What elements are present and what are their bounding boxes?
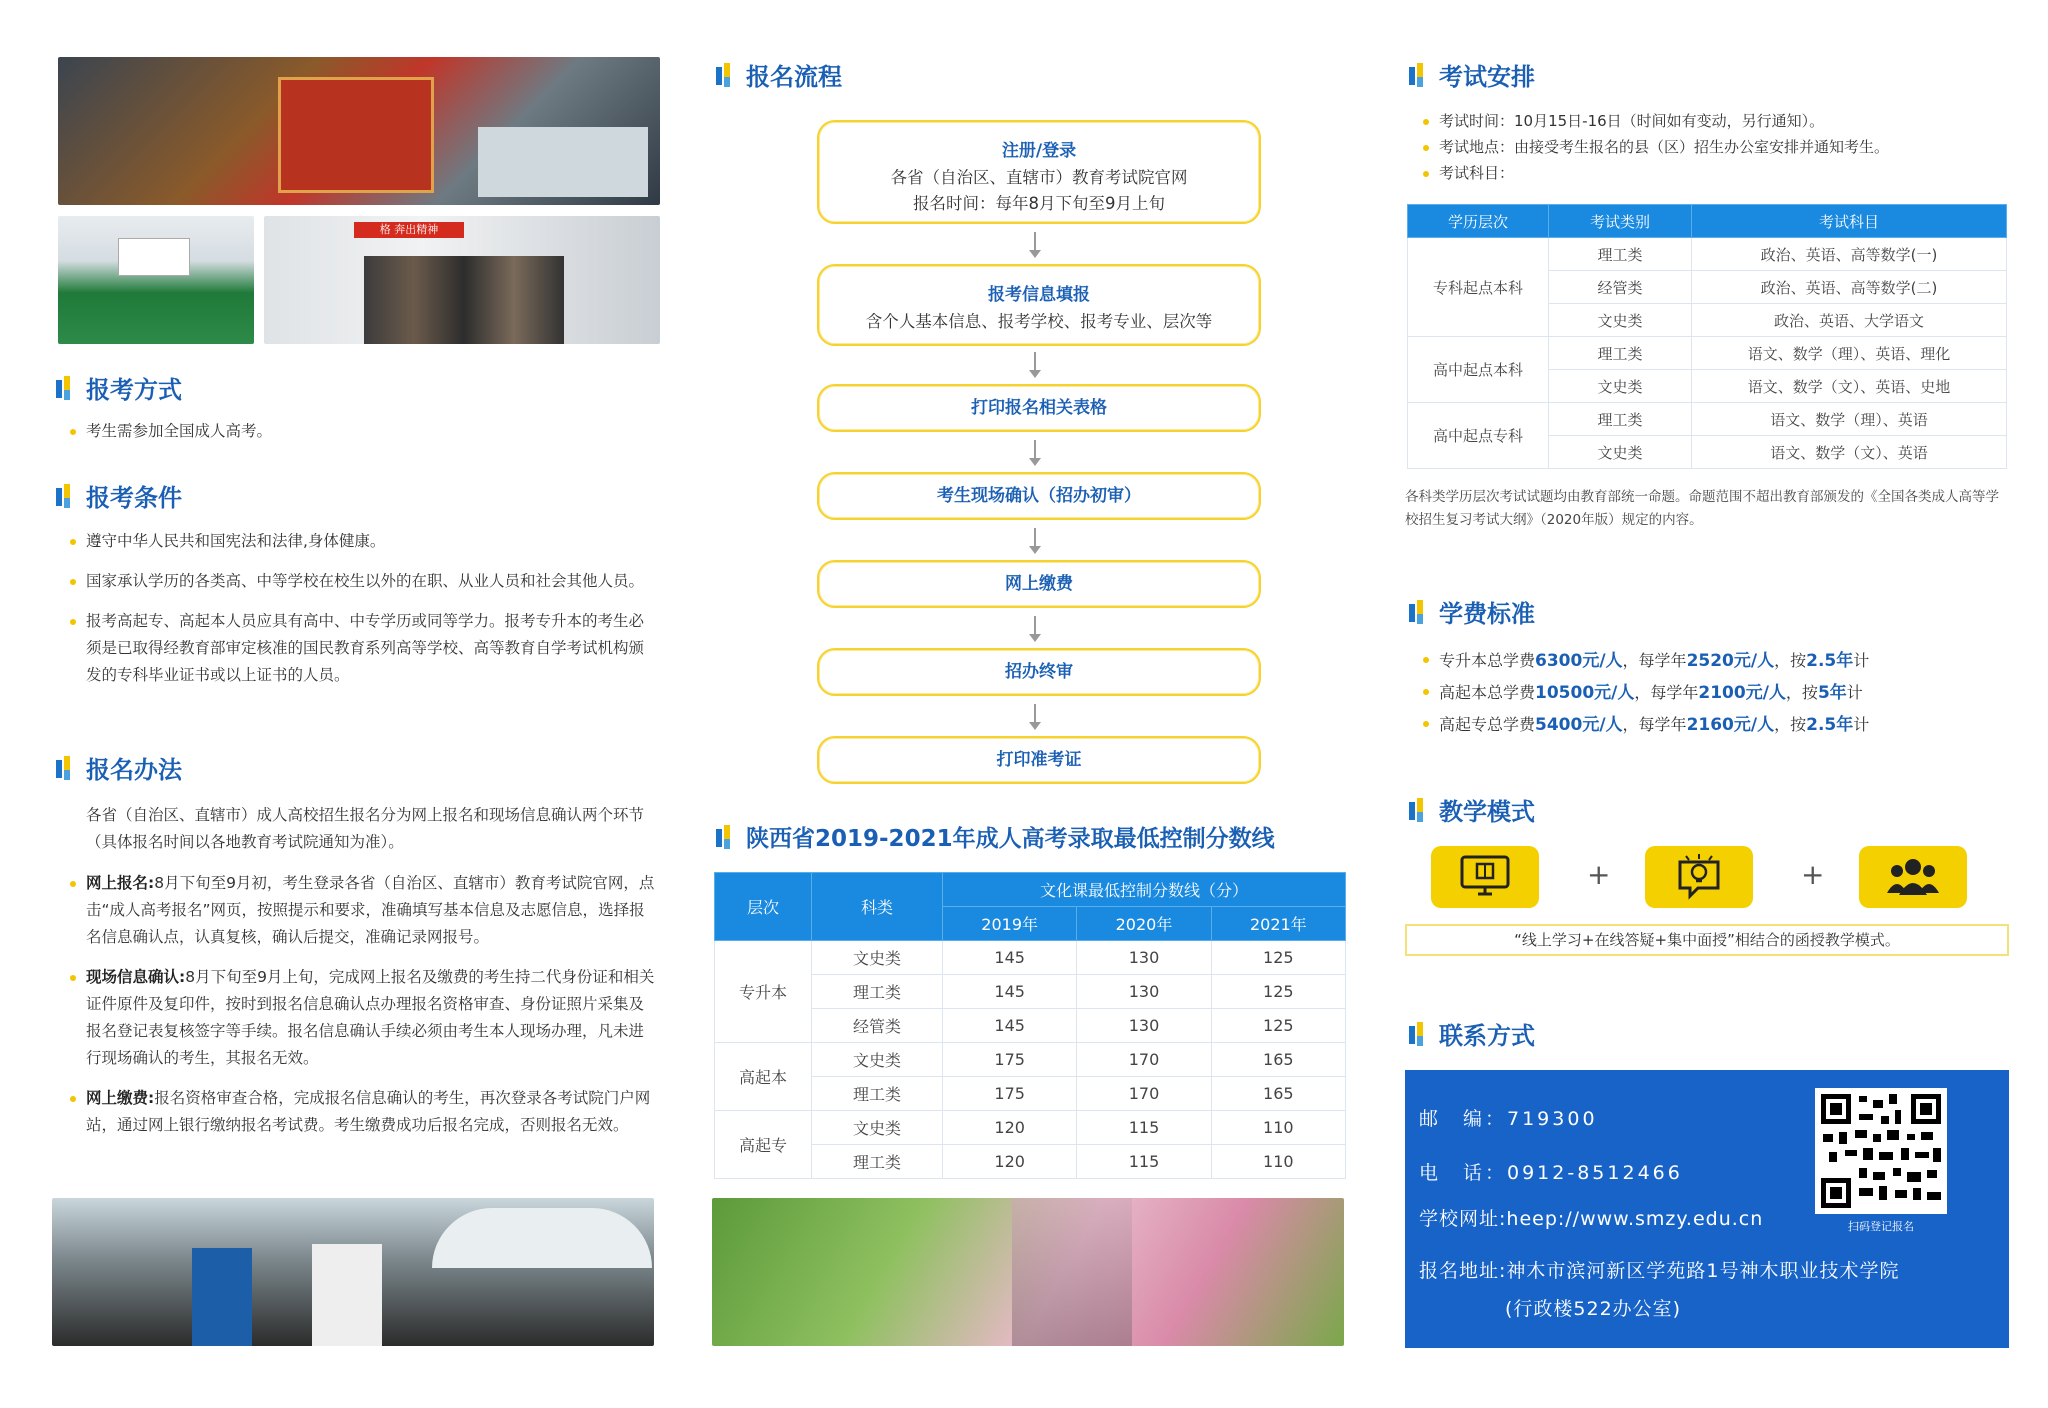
mode-caption: “线上学习+在线答疑+集中面授”相结合的函授教学模式。 (1405, 924, 2009, 956)
list-item: 考试科目： (1421, 160, 2011, 186)
method-list (68, 418, 658, 458)
list-item: 专升本总学费6300元/人，每学年2520元/人，按2.5年计 (1421, 646, 2011, 676)
table-cell: 理工类 (812, 1145, 943, 1179)
table-cell: 理工类 (1549, 337, 1692, 370)
table-cell: 经管类 (1549, 271, 1692, 304)
section-title-method: 报考方式 (56, 370, 182, 405)
table-cell: 高中起点本科 (1408, 337, 1549, 403)
address: 报名地址:神木市滨河新区学苑路1号神木职业技术学院 (1419, 1260, 1900, 1282)
flow-step-register: 注册/登录 各省（自治区、直辖市）教育考试院官网 报名时间：每年8月下旬至9月上旬 (817, 120, 1261, 224)
table-cell: 170 (1077, 1043, 1211, 1077)
table-cell: 145 (943, 941, 1077, 975)
phone: 电 话：0912-8512466 (1419, 1162, 1683, 1184)
table-cell: 175 (943, 1043, 1077, 1077)
qr-caption: 扫码登记报名 (1848, 1220, 1914, 1233)
section-marker-icon (56, 484, 78, 508)
flow-arrow (1034, 440, 1036, 464)
flow-arrow (1034, 704, 1036, 728)
table-cell: 120 (943, 1111, 1077, 1145)
flow-arrow (1034, 232, 1036, 256)
table-header: 层次 (715, 873, 812, 941)
table-cell: 130 (1077, 1009, 1211, 1043)
table-cell: 110 (1211, 1145, 1345, 1179)
table-row (1408, 238, 2007, 271)
table-cell: 文史类 (1549, 304, 1692, 337)
left-column (52, 0, 662, 1408)
table-cell: 理工类 (812, 975, 943, 1009)
table-header: 2019年 (943, 907, 1077, 941)
website-link[interactable]: 学校网址:heep://www.smzy.edu.cn (1419, 1208, 1764, 1230)
table-cell: 政治、英语、大学语文 (1692, 304, 2007, 337)
online-qa-lightbulb-icon (1645, 846, 1753, 908)
table-cell: 170 (1077, 1077, 1211, 1111)
section-marker-icon (56, 756, 78, 780)
table-header: 文化课最低控制分数线（分） (943, 873, 1346, 907)
table-cell: 文史类 (812, 941, 943, 975)
table-cell: 文史类 (1549, 436, 1692, 469)
table-row (715, 941, 1346, 975)
table-header: 学历层次 (1408, 205, 1549, 238)
qr-code[interactable] (1815, 1088, 1947, 1214)
students-photo (52, 1198, 654, 1346)
flow-step-final-review: 招办终审 (817, 648, 1261, 696)
table-row (1408, 403, 2007, 436)
table-cell: 175 (943, 1077, 1077, 1111)
table-cell: 理工类 (1549, 238, 1692, 271)
fee-list (1421, 646, 2011, 742)
table-cell: 文史类 (1549, 370, 1692, 403)
table-cell: 经管类 (812, 1009, 943, 1043)
section-marker-icon (716, 63, 738, 87)
table-cell: 高起专 (715, 1111, 812, 1179)
table-header: 2020年 (1077, 907, 1211, 941)
exam-list (1421, 108, 2011, 186)
list-item: 考生需参加全国成人高考。 (68, 418, 658, 445)
table-cell: 125 (1211, 975, 1345, 1009)
apply-intro: 各省（自治区、直辖市）成人高校招生报名分为网上报名和现场信息确认两个环节（具体报名时间以各地教育考试院通知为准）。 (86, 806, 645, 851)
postcode: 邮 编：719300 (1419, 1108, 1598, 1130)
flow-step-fill-info: 报考信息填报 含个人基本信息、报考学校、报考专业、层次等 (817, 264, 1261, 346)
table-cell: 145 (943, 975, 1077, 1009)
list-item: 考试时间：10月15日-16日（时间如有变动，另行通知）。 (1421, 108, 2011, 134)
score-table (714, 872, 1346, 1179)
online-learning-icon (1431, 846, 1539, 908)
table-cell: 125 (1211, 1009, 1345, 1043)
list-item: 现场信息确认:8月下旬至9月上旬，完成网上报名及缴费的考生持二代身份证和相关证件原件及复印件，按时到报名信息确认点办理报名资格审查、身份证照片采集及报名登记表复核签字等手续。报名信息确认手续必须由考生本人现场办理，凡未进行现场确认的考生，其报名无效。 (68, 964, 658, 1072)
table-cell: 文史类 (812, 1043, 943, 1077)
table-header: 科类 (812, 873, 943, 941)
table-header: 考试类别 (1549, 205, 1692, 238)
list-item: 高起本总学费10500元/人，每学年2100元/人，按5年计 (1421, 678, 2011, 708)
table-cell: 高中起点专科 (1408, 403, 1549, 469)
section-title-exam: 考试安排 (1409, 57, 1535, 92)
list-item: 网上报名:8月下旬至9月初，考生登录各省（自治区、直辖市）教育考试院官网，点击“成人高考报名”网页，按照提示和要求，准确填写基本信息及志愿信息，选择报名信息确认点，认真复核，确认后提交，准确记录网报号。 (68, 870, 658, 951)
conditions-list (68, 528, 658, 702)
table-row (715, 1043, 1346, 1077)
lab-machine-photo (58, 57, 660, 205)
table-cell: 语文、数学（理）、英语 (1692, 403, 2007, 436)
section-title-fee: 学费标准 (1409, 594, 1535, 629)
flow-arrow (1034, 616, 1036, 640)
inspection-photo (264, 216, 660, 344)
section-marker-icon (1409, 63, 1431, 87)
flow-step-online-payment: 网上缴费 (817, 560, 1261, 608)
table-cell: 165 (1211, 1043, 1345, 1077)
campus-blossom-photo (712, 1198, 1344, 1346)
section-title-mode: 教学模式 (1409, 792, 1535, 827)
table-header: 考试科目 (1692, 205, 2007, 238)
table-row (715, 1111, 1346, 1145)
table-cell: 语文、数学（文）、英语 (1692, 436, 2007, 469)
list-item: 网上缴费:报名资格审查合格，完成报名信息确认的考生，再次登录各考试院门户网站，通过网上银行缴纳报名考试费。考生缴费成功后报名完成，否则报名无效。 (68, 1085, 658, 1139)
plus-sign: + (1801, 858, 1825, 891)
section-marker-icon (1409, 1022, 1431, 1046)
section-title-scores: 陕西省2019-2021年成人高考录取最低控制分数线 (716, 820, 1275, 853)
section-title-conditions: 报考条件 (56, 478, 182, 513)
section-marker-icon (716, 825, 738, 849)
section-title-flow: 报名流程 (716, 57, 842, 92)
banner-sign: 格 奔出精神 (354, 222, 464, 238)
section-title-apply: 报名办法 (56, 750, 182, 785)
table-row (1408, 337, 2007, 370)
table-cell: 115 (1077, 1145, 1211, 1179)
middle-column (712, 0, 1352, 1408)
table-header: 2021年 (1211, 907, 1345, 941)
table-cell: 语文、数学（文）、英语、史地 (1692, 370, 2007, 403)
plus-sign: + (1587, 858, 1611, 891)
flow-arrow (1034, 528, 1036, 552)
section-marker-icon (56, 376, 78, 400)
table-cell: 120 (943, 1145, 1077, 1179)
table-cell: 理工类 (1549, 403, 1692, 436)
table-cell: 130 (1077, 975, 1211, 1009)
table-cell: 115 (1077, 1111, 1211, 1145)
table-cell: 110 (1211, 1111, 1345, 1145)
list-item: 遵守中华人民共和国宪法和法律,身体健康。 (68, 528, 658, 555)
table-cell: 高起本 (715, 1043, 812, 1111)
table-cell: 政治、英语、高等数学(二) (1692, 271, 2007, 304)
list-item: 高起专总学费5400元/人，每学年2160元/人，按2.5年计 (1421, 710, 2011, 740)
flow-step-print-ticket: 打印准考证 (817, 736, 1261, 784)
table-cell: 文史类 (812, 1111, 943, 1145)
list-item: 考试地点：由接受考生报名的县（区）招生办公室安排并通知考生。 (1421, 134, 2011, 160)
right-column (1405, 0, 2015, 1408)
table-cell: 理工类 (812, 1077, 943, 1111)
flow-step-print-forms: 打印报名相关表格 (817, 384, 1261, 432)
classroom-photo (58, 216, 254, 344)
section-marker-icon (1409, 600, 1431, 624)
table-cell: 165 (1211, 1077, 1345, 1111)
table-cell: 专科起点本科 (1408, 238, 1549, 337)
flow-arrow (1034, 352, 1036, 376)
table-cell: 130 (1077, 941, 1211, 975)
table-cell: 145 (943, 1009, 1077, 1043)
contact-panel (1405, 1070, 2009, 1348)
table-cell: 政治、英语、高等数学(一) (1692, 238, 2007, 271)
list-item: 报考高起专、高起本人员应具有高中、中专学历或同等学力。报考专升本的考生必须是已取得经教育部审定核准的国民教育系列高等学校、高等教育自学考试机构颁发的专科毕业证书或以上证书的人员。 (68, 608, 658, 689)
address-office: (行政楼522办公室) (1505, 1298, 1682, 1320)
exam-subject-table (1407, 204, 2007, 469)
apply-list (68, 870, 658, 1152)
section-title-contact: 联系方式 (1409, 1016, 1535, 1051)
section-marker-icon (1409, 798, 1431, 822)
exam-note: 各科类学历层次考试试题均由教育部统一命题。命题范围不超出教育部颁发的《全国各类成人高等学校招生复习考试大纲》（2020年版）规定的内容。 (1405, 489, 1999, 528)
table-cell: 专升本 (715, 941, 812, 1043)
classroom-group-icon (1859, 846, 1967, 908)
list-item: 国家承认学历的各类高、中等学校在校生以外的在职、从业人员和社会其他人员。 (68, 568, 658, 595)
flow-step-onsite-confirm: 考生现场确认（招办初审） (817, 472, 1261, 520)
table-cell: 125 (1211, 941, 1345, 975)
table-cell: 语文、数学（理）、英语、理化 (1692, 337, 2007, 370)
